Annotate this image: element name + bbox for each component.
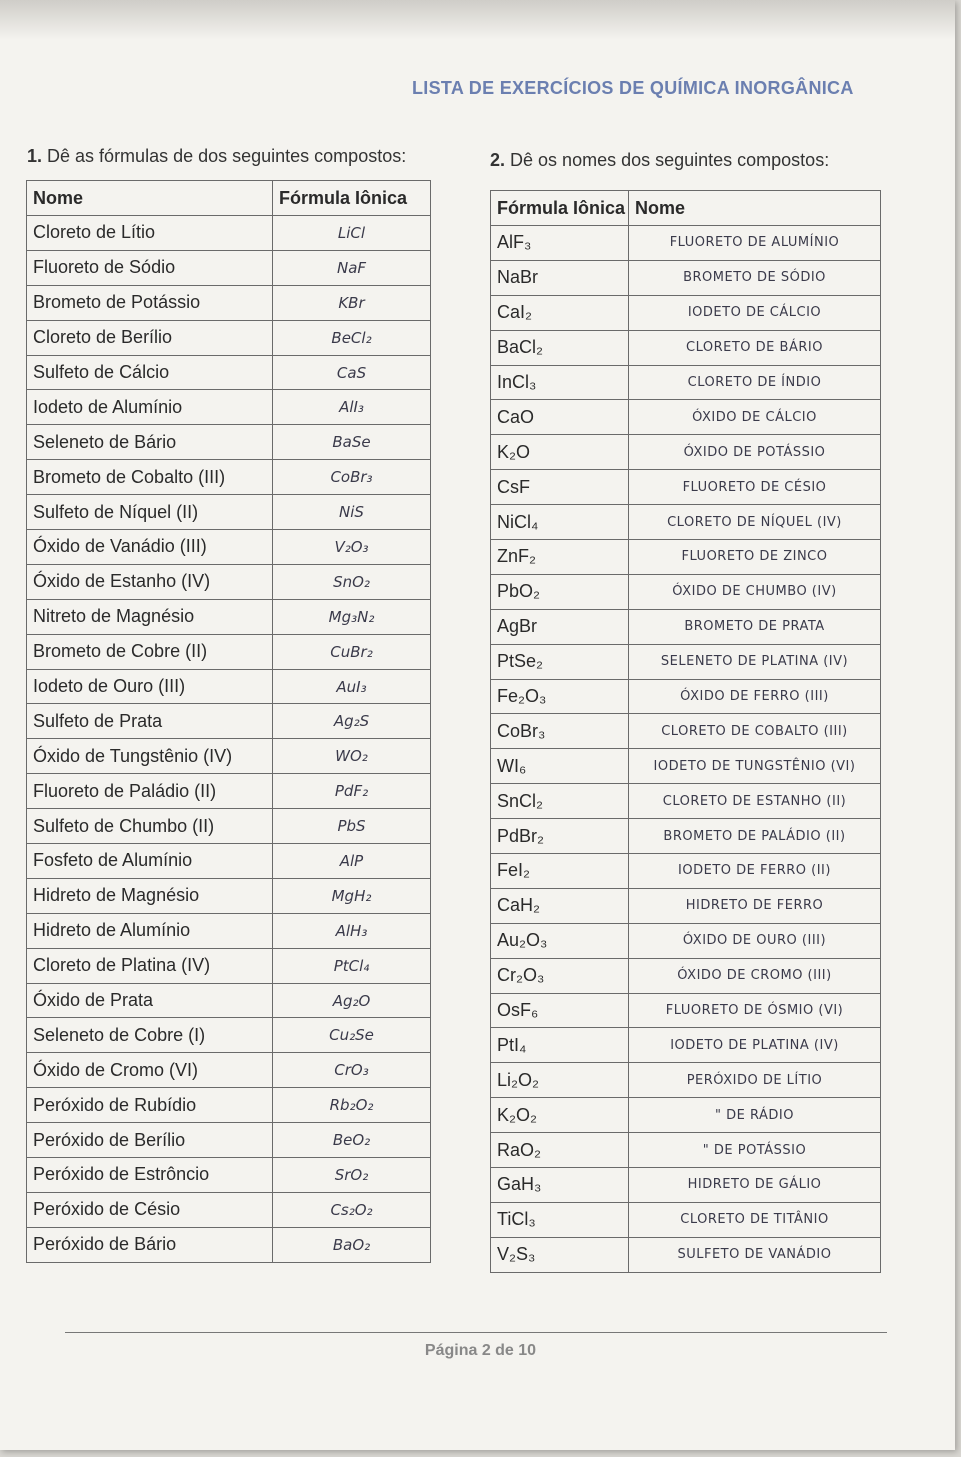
handwritten-answer: " DE RÁDIO xyxy=(629,1098,881,1133)
compound-formula: K₂O xyxy=(491,435,629,470)
table-row xyxy=(27,355,431,390)
table-row xyxy=(27,948,431,983)
table-row xyxy=(491,1063,881,1098)
handwritten-answer: NiS xyxy=(273,495,431,530)
table-row xyxy=(27,1123,431,1158)
compound-formula: GaH₃ xyxy=(491,1168,629,1203)
table-row xyxy=(27,495,431,530)
handwritten-answer: CLORETO DE BÁRIO xyxy=(629,330,881,365)
handwritten-answer: SrO₂ xyxy=(273,1158,431,1193)
compound-name: Sulfeto de Níquel (II) xyxy=(27,495,273,530)
table-row xyxy=(491,365,881,400)
compound-name: Óxido de Tungstênio (IV) xyxy=(27,739,273,774)
handwritten-answer: CoBr₃ xyxy=(273,460,431,495)
table-row xyxy=(27,320,431,355)
handwritten-answer: CLORETO DE TITÂNIO xyxy=(629,1202,881,1237)
question-1-title xyxy=(27,146,406,167)
compound-name: Peróxido de Estrôncio xyxy=(27,1158,273,1193)
table-row xyxy=(27,285,431,320)
handwritten-answer: FLUORETO DE ALUMÍNIO xyxy=(629,226,881,261)
compound-formula: PtI₄ xyxy=(491,1028,629,1063)
table-row xyxy=(491,854,881,889)
table-row xyxy=(491,609,881,644)
table-row xyxy=(491,923,881,958)
compound-name: Óxido de Vanádio (III) xyxy=(27,530,273,565)
compound-formula: NaBr xyxy=(491,260,629,295)
column-header-name: Nome xyxy=(629,191,881,226)
handwritten-answer: Ag₂O xyxy=(273,983,431,1018)
compound-formula: CaI₂ xyxy=(491,295,629,330)
handwritten-answer: ÓXIDO DE CHUMBO (IV) xyxy=(629,574,881,609)
table-row xyxy=(27,1192,431,1227)
compound-formula: V₂S₃ xyxy=(491,1237,629,1272)
table-row xyxy=(27,1053,431,1088)
table-row xyxy=(27,913,431,948)
handwritten-answer: Rb₂O₂ xyxy=(273,1088,431,1123)
compound-formula: CaH₂ xyxy=(491,888,629,923)
compound-name: Fosfeto de Alumínio xyxy=(27,844,273,879)
handwritten-answer: AuI₃ xyxy=(273,669,431,704)
handwritten-answer: NaF xyxy=(273,250,431,285)
table-row xyxy=(491,644,881,679)
table-row xyxy=(491,574,881,609)
table-row xyxy=(491,1028,881,1063)
formulas-table xyxy=(26,180,431,1263)
table-row xyxy=(27,425,431,460)
table-row xyxy=(491,714,881,749)
compound-name: Cloreto de Platina (IV) xyxy=(27,948,273,983)
table-row xyxy=(491,1098,881,1133)
compound-name: Fluoreto de Paládio (II) xyxy=(27,774,273,809)
compound-name: Óxido de Cromo (VI) xyxy=(27,1053,273,1088)
table-header-row xyxy=(491,191,881,226)
handwritten-answer: CrO₃ xyxy=(273,1053,431,1088)
table-row xyxy=(491,400,881,435)
table-row xyxy=(491,958,881,993)
handwritten-answer: BeCl₂ xyxy=(273,320,431,355)
compound-name: Seleneto de Cobre (I) xyxy=(27,1018,273,1053)
handwritten-answer: CLORETO DE ESTANHO (II) xyxy=(629,784,881,819)
table-row xyxy=(27,704,431,739)
question-1-text: Dê as fórmulas de dos seguintes compostos: xyxy=(47,146,407,166)
compound-name: Peróxido de Césio xyxy=(27,1192,273,1227)
handwritten-answer: Ag₂S xyxy=(273,704,431,739)
footer-divider xyxy=(65,1332,887,1333)
handwritten-answer: AlP xyxy=(273,844,431,879)
compound-formula: AlF₃ xyxy=(491,226,629,261)
handwritten-answer: FLUORETO DE CÉSIO xyxy=(629,470,881,505)
compound-formula: OsF₆ xyxy=(491,993,629,1028)
handwritten-answer: Mg₃N₂ xyxy=(273,599,431,634)
compound-formula: TiCl₃ xyxy=(491,1202,629,1237)
table-row xyxy=(27,774,431,809)
column-header-name: Nome xyxy=(27,181,273,216)
handwritten-answer: CLORETO DE COBALTO (III) xyxy=(629,714,881,749)
handwritten-answer: SELENETO DE PLATINA (IV) xyxy=(629,644,881,679)
table-row xyxy=(491,749,881,784)
compound-formula: PtSe₂ xyxy=(491,644,629,679)
handwritten-answer: FLUORETO DE ÓSMIO (VI) xyxy=(629,993,881,1028)
column-header-formula: Fórmula Iônica xyxy=(491,191,629,226)
compound-formula: K₂O₂ xyxy=(491,1098,629,1133)
compound-formula: BaCl₂ xyxy=(491,330,629,365)
handwritten-answer: BeO₂ xyxy=(273,1123,431,1158)
handwritten-answer: SnO₂ xyxy=(273,564,431,599)
handwritten-answer: CLORETO DE ÍNDIO xyxy=(629,365,881,400)
handwritten-answer: FLUORETO DE ZINCO xyxy=(629,540,881,575)
compound-formula: Au₂O₃ xyxy=(491,923,629,958)
handwritten-answer: LiCl xyxy=(273,216,431,251)
handwritten-answer: V₂O₃ xyxy=(273,530,431,565)
document-header: LISTA DE EXERCÍCIOS DE QUÍMICA INORGÂNICA xyxy=(412,78,854,98)
compound-name: Hidreto de Alumínio xyxy=(27,913,273,948)
table-row xyxy=(491,540,881,575)
table-row xyxy=(27,530,431,565)
table-row xyxy=(27,1227,431,1262)
handwritten-answer: ÓXIDO DE POTÁSSIO xyxy=(629,435,881,470)
table-row xyxy=(491,295,881,330)
names-table xyxy=(490,190,881,1273)
table-row xyxy=(27,983,431,1018)
handwritten-answer: " DE POTÁSSIO xyxy=(629,1133,881,1168)
table-row xyxy=(27,1018,431,1053)
compound-name: Peróxido de Rubídio xyxy=(27,1088,273,1123)
handwritten-answer: CuBr₂ xyxy=(273,634,431,669)
compound-formula: ZnF₂ xyxy=(491,540,629,575)
column-header-formula: Fórmula Iônica xyxy=(273,181,431,216)
compound-formula: CaO xyxy=(491,400,629,435)
handwritten-answer: WO₂ xyxy=(273,739,431,774)
compound-name: Óxido de Estanho (IV) xyxy=(27,564,273,599)
table-row xyxy=(27,809,431,844)
table-row xyxy=(27,460,431,495)
table-row xyxy=(27,216,431,251)
compound-name: Peróxido de Bário xyxy=(27,1227,273,1262)
compound-formula: InCl₃ xyxy=(491,365,629,400)
handwritten-answer: IODETO DE TUNGSTÊNIO (VI) xyxy=(629,749,881,784)
handwritten-answer: BROMETO DE SÓDIO xyxy=(629,260,881,295)
compound-name: Sulfeto de Prata xyxy=(27,704,273,739)
handwritten-answer: BaO₂ xyxy=(273,1227,431,1262)
handwritten-answer: IODETO DE FERRO (II) xyxy=(629,854,881,889)
table-row xyxy=(27,564,431,599)
page-number: Página 2 de 10 xyxy=(424,1342,537,1359)
table-row xyxy=(491,1168,881,1203)
compound-formula: CsF xyxy=(491,470,629,505)
page-shadow xyxy=(0,0,955,40)
handwritten-answer: PERÓXIDO DE LÍTIO xyxy=(629,1063,881,1098)
handwritten-answer: KBr xyxy=(273,285,431,320)
handwritten-answer: IODETO DE CÁLCIO xyxy=(629,295,881,330)
compound-formula: RaO₂ xyxy=(491,1133,629,1168)
handwritten-answer: BaSe xyxy=(273,425,431,460)
table-row xyxy=(491,1202,881,1237)
table-row xyxy=(27,1088,431,1123)
compound-name: Sulfeto de Chumbo (II) xyxy=(27,809,273,844)
table-row xyxy=(491,1133,881,1168)
question-2-number: 2. xyxy=(490,150,506,170)
compound-name: Cloreto de Lítio xyxy=(27,216,273,251)
handwritten-answer: ÓXIDO DE CROMO (III) xyxy=(629,958,881,993)
table-row xyxy=(491,784,881,819)
compound-formula: AgBr xyxy=(491,609,629,644)
compound-name: Brometo de Potássio xyxy=(27,285,273,320)
compound-name: Seleneto de Bário xyxy=(27,425,273,460)
compound-name: Iodeto de Alumínio xyxy=(27,390,273,425)
compound-formula: Cr₂O₃ xyxy=(491,958,629,993)
compound-formula: NiCl₄ xyxy=(491,505,629,540)
handwritten-answer: HIDRETO DE FERRO xyxy=(629,888,881,923)
handwritten-answer: ÓXIDO DE CÁLCIO xyxy=(629,400,881,435)
table-row xyxy=(27,634,431,669)
table-row xyxy=(491,260,881,295)
table-header-row xyxy=(27,181,431,216)
compound-name: Óxido de Prata xyxy=(27,983,273,1018)
compound-name: Brometo de Cobalto (III) xyxy=(27,460,273,495)
table-row xyxy=(27,669,431,704)
compound-name: Iodeto de Ouro (III) xyxy=(27,669,273,704)
handwritten-answer: ÓXIDO DE FERRO (III) xyxy=(629,679,881,714)
table-row xyxy=(491,993,881,1028)
compound-name: Peróxido de Berílio xyxy=(27,1123,273,1158)
compound-formula: WI₆ xyxy=(491,749,629,784)
handwritten-answer: IODETO DE PLATINA (IV) xyxy=(629,1028,881,1063)
handwritten-answer: HIDRETO DE GÁLIO xyxy=(629,1168,881,1203)
handwritten-answer: CLORETO DE NÍQUEL (IV) xyxy=(629,505,881,540)
compound-formula: PdBr₂ xyxy=(491,819,629,854)
compound-name: Fluoreto de Sódio xyxy=(27,250,273,285)
table-row xyxy=(27,878,431,913)
table-row xyxy=(491,226,881,261)
handwritten-answer: SULFETO DE VANÁDIO xyxy=(629,1237,881,1272)
compound-formula: CoBr₃ xyxy=(491,714,629,749)
table-row xyxy=(491,505,881,540)
table-row xyxy=(491,888,881,923)
question-1-number: 1. xyxy=(27,146,43,166)
table-row xyxy=(27,390,431,425)
compound-formula: PbO₂ xyxy=(491,574,629,609)
table-row xyxy=(491,330,881,365)
handwritten-answer: AlH₃ xyxy=(273,913,431,948)
handwritten-answer: MgH₂ xyxy=(273,878,431,913)
handwritten-answer: PdF₂ xyxy=(273,774,431,809)
table-row xyxy=(27,599,431,634)
compound-name: Sulfeto de Cálcio xyxy=(27,355,273,390)
handwritten-answer: BROMETO DE PALÁDIO (II) xyxy=(629,819,881,854)
table-row xyxy=(27,844,431,879)
table-row xyxy=(491,435,881,470)
table-row xyxy=(27,1158,431,1193)
compound-formula: FeI₂ xyxy=(491,854,629,889)
handwritten-answer: Cs₂O₂ xyxy=(273,1192,431,1227)
table-row xyxy=(491,1237,881,1272)
table-row xyxy=(491,679,881,714)
compound-name: Nitreto de Magnésio xyxy=(27,599,273,634)
compound-name: Hidreto de Magnésio xyxy=(27,878,273,913)
question-2-text: Dê os nomes dos seguintes compostos: xyxy=(510,150,830,170)
handwritten-answer: ÓXIDO DE OURO (III) xyxy=(629,923,881,958)
compound-name: Brometo de Cobre (II) xyxy=(27,634,273,669)
handwritten-answer: CaS xyxy=(273,355,431,390)
compound-formula: Fe₂O₃ xyxy=(491,679,629,714)
handwritten-answer: BROMETO DE PRATA xyxy=(629,609,881,644)
compound-formula: Li₂O₂ xyxy=(491,1063,629,1098)
compound-name: Cloreto de Berílio xyxy=(27,320,273,355)
handwritten-answer: PtCl₄ xyxy=(273,948,431,983)
handwritten-answer: Cu₂Se xyxy=(273,1018,431,1053)
table-row xyxy=(491,819,881,854)
table-row xyxy=(491,470,881,505)
handwritten-answer: PbS xyxy=(273,809,431,844)
table-row xyxy=(27,739,431,774)
table-row xyxy=(27,250,431,285)
question-2-title xyxy=(490,150,829,171)
handwritten-answer: AlI₃ xyxy=(273,390,431,425)
compound-formula: SnCl₂ xyxy=(491,784,629,819)
